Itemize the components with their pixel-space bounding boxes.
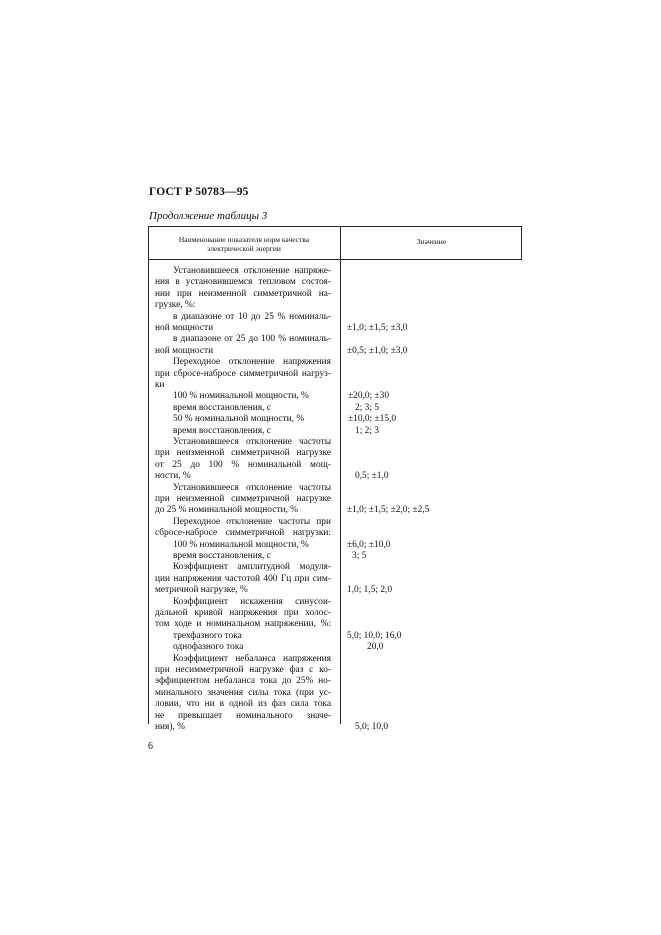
table-row-text: 100 % номинальной мощности, % [173, 539, 309, 550]
table-row-text: Переходное отклонение частоты при [173, 516, 331, 527]
table-value-cell: 2; 3; 5 [355, 402, 379, 413]
table-value-cell: 1,0; 1,5; 2,0 [347, 585, 393, 596]
table-row-text: в диапазоне от 25 до 100 % номиналь- [173, 334, 331, 345]
table-row-text: ции напряжения частотой 400 Гц при сим- [155, 573, 331, 584]
table-value-cell: ±1,0; ±1,5; ±3,0 [347, 323, 408, 333]
table-row-text: ной мощности [155, 345, 214, 356]
table-row-text: в диапазоне от 10 до 25 % номиналь- [173, 311, 331, 322]
table-row-text: время восстановления, с [173, 425, 271, 436]
table-row-text: Установившееся отклонение частоты [173, 482, 331, 493]
table-row-text: время восстановления, с [173, 551, 271, 561]
column-header-name: Наименование показателя норм качества электрической энергии [178, 235, 310, 253]
table-row-text: не превышает номинального значе- [155, 710, 331, 721]
table-row-text: минального значения силы тока (при ус- [155, 687, 331, 698]
table-row-text: до 25 % номинальной мощности, % [155, 505, 298, 516]
table-row-text: Переходное отклонение напряжения [173, 357, 331, 368]
page-number: 6 [148, 741, 153, 752]
table-value-cell: 5,0; 10,0 [355, 722, 389, 732]
table-value-cell: ±0,5; ±1,0; ±3,0 [347, 345, 408, 356]
table-row-text: трехфазного тока [173, 630, 242, 641]
table-row-text: при несимметричной нагрузке фаз с ко- [155, 665, 331, 675]
table-row-text: дальной кривой напряжения при холос- [155, 608, 331, 618]
table-header-divider [149, 259, 522, 260]
table-row-text: ния), % [155, 722, 185, 732]
table-value-cell: ±1,0; ±1,5; ±2,0; ±2,5 [347, 505, 430, 516]
table-row-text: при сбросе-набросе симметричной нагруз- [155, 368, 331, 379]
table-row-text: время восстановления, с [173, 402, 271, 413]
table-row-text: при неизменной симметричной нагрузке [155, 448, 331, 459]
table-row-text: ной мощности [155, 323, 214, 333]
table-row-text: 50 % номинальной мощности, % [173, 414, 305, 425]
table-row-text: метричной нагрузке, % [155, 585, 248, 596]
table-row-text: сбросе-набросе симметричной нагрузки: [155, 528, 331, 539]
table-value-cell: ±10,0; ±15,0 [348, 414, 397, 425]
table-row-text: эффициентом небаланса тока до 25% но- [155, 676, 331, 687]
table-row-text: Коэффициент небаланса напряжения [173, 653, 331, 664]
table-caption: Продолжение таблицы 3 [149, 210, 268, 222]
table-row-text: том ходе и номинальном напряжении, %: [155, 619, 331, 630]
table-value-cell: 5,0; 10,0; 16,0 [347, 630, 402, 641]
table-value-cell: 20,0 [367, 642, 384, 653]
table-row-text: ния в установившемся тепловом состоя- [155, 277, 331, 288]
table-row-text: Установившееся отклонение напряже- [173, 266, 331, 276]
table-row-text: Установившееся отклонение частоты [173, 437, 331, 447]
table-row-text: грузке, %: [155, 300, 196, 311]
table-value-cell: 0,5; ±1,0 [355, 471, 389, 482]
document-header: ГОСТ Р 50783—95 [149, 186, 249, 198]
table-row-text: ки [155, 380, 165, 390]
table-row-text: ности, % [155, 471, 191, 482]
table-value-cell: ±6,0; ±10,0 [347, 539, 391, 550]
table-row-text: ловии, что ни в одной из фаз сила тока [155, 699, 331, 710]
table-top-border [149, 226, 522, 227]
table-row-text: однофазного тока [173, 642, 244, 653]
column-header-value: Значение [416, 237, 447, 246]
table-row-text: 100 % номинальной мощности, % [173, 391, 309, 402]
table-column-divider [340, 226, 341, 724]
table-row-text: при неизменной симметричной нагрузке [155, 494, 331, 504]
table-value-cell: ±20,0; ±30 [348, 391, 390, 402]
table-row-text: от 25 до 100 % номинальной мощ- [155, 459, 331, 470]
table-row-text: нии при неизменной симметричной на- [155, 288, 331, 299]
table-value-cell: 3; 5 [352, 551, 367, 561]
table-row-text: Коэффициент амплитудной модуля- [173, 562, 331, 573]
table-row-text: Коэффициент искажения синусои- [173, 596, 331, 607]
table-value-cell: 1; 2; 3 [355, 425, 379, 436]
